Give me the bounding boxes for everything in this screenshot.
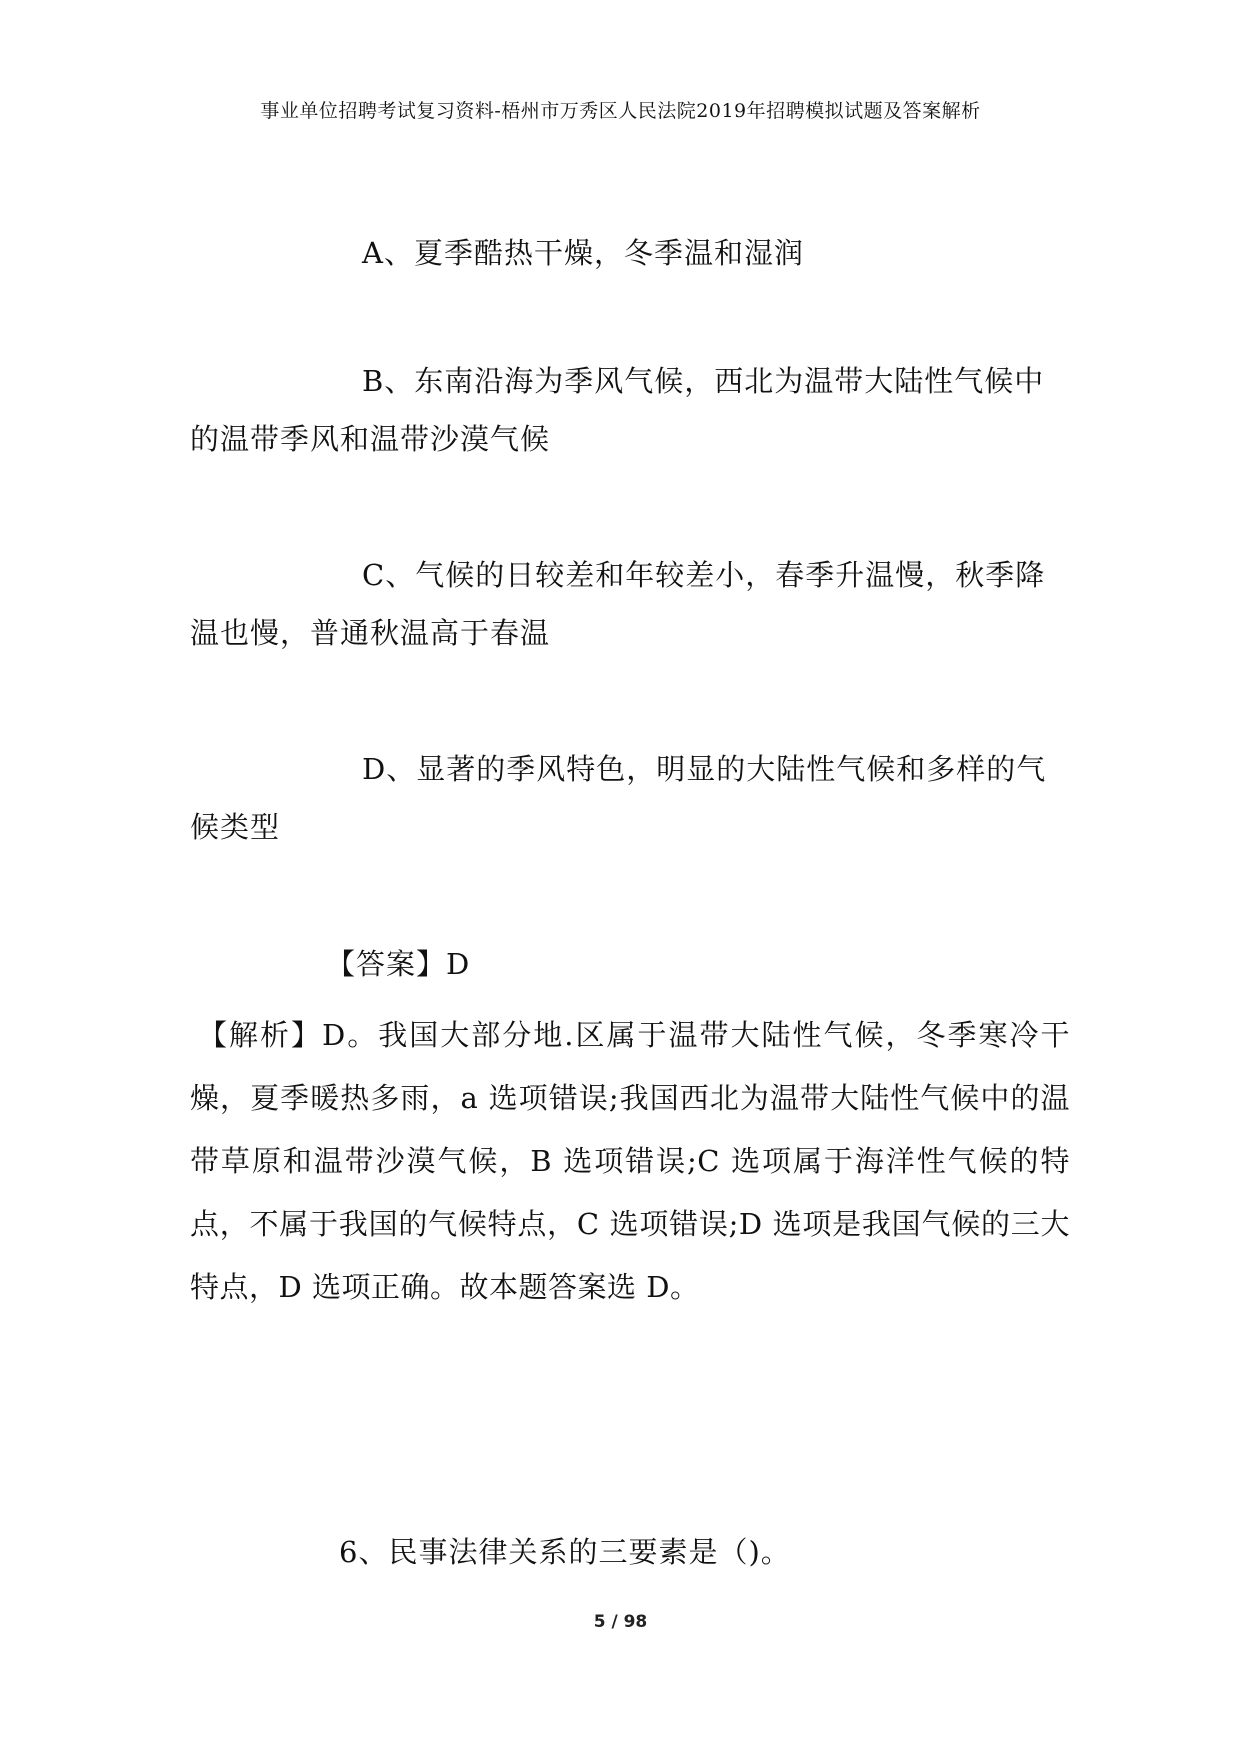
next-question: 6、民事法律关系的三要素是（)。 [339,1535,791,1569]
answer-label: 【答案】D [326,947,471,981]
document-header: 事业单位招聘考试复习资料-梧州市万秀区人民法院2019年招聘模拟试题及答案解析 [260,100,981,122]
option-a [190,224,1060,282]
option-d: D、显著的季风特色，明显的大陆性气候和多样的气候类型 [190,752,1047,844]
option-c: C、气候的日较差和年较差小，春季升温慢，秋季降温也慢，普通秋温高于春温 [190,558,1046,650]
option-b: B、东南沿海为季风气候，西北为温带大陆性气候中的温带季风和温带沙漠气候 [190,364,1045,456]
option-a-text: A、夏季酷热干燥，冬季温和湿润 [362,236,804,270]
page-number: 5 / 98 [593,1612,648,1632]
analysis-text: 【解析】D。我国大部分地.区属于温带大陆性气候，冬季寒冷干燥，夏季暖热多雨，a 选项错误;我国西北为温带大陆性气候中的温带草原和温带沙漠气候，B 选项错误;C 选项属于海洋性气候的特点，不属于我国的气候特点，C 选项错误;D 选项是我国气候的三大特点，D 选项正确。故本题答案选 D。 [190,1018,1070,1304]
